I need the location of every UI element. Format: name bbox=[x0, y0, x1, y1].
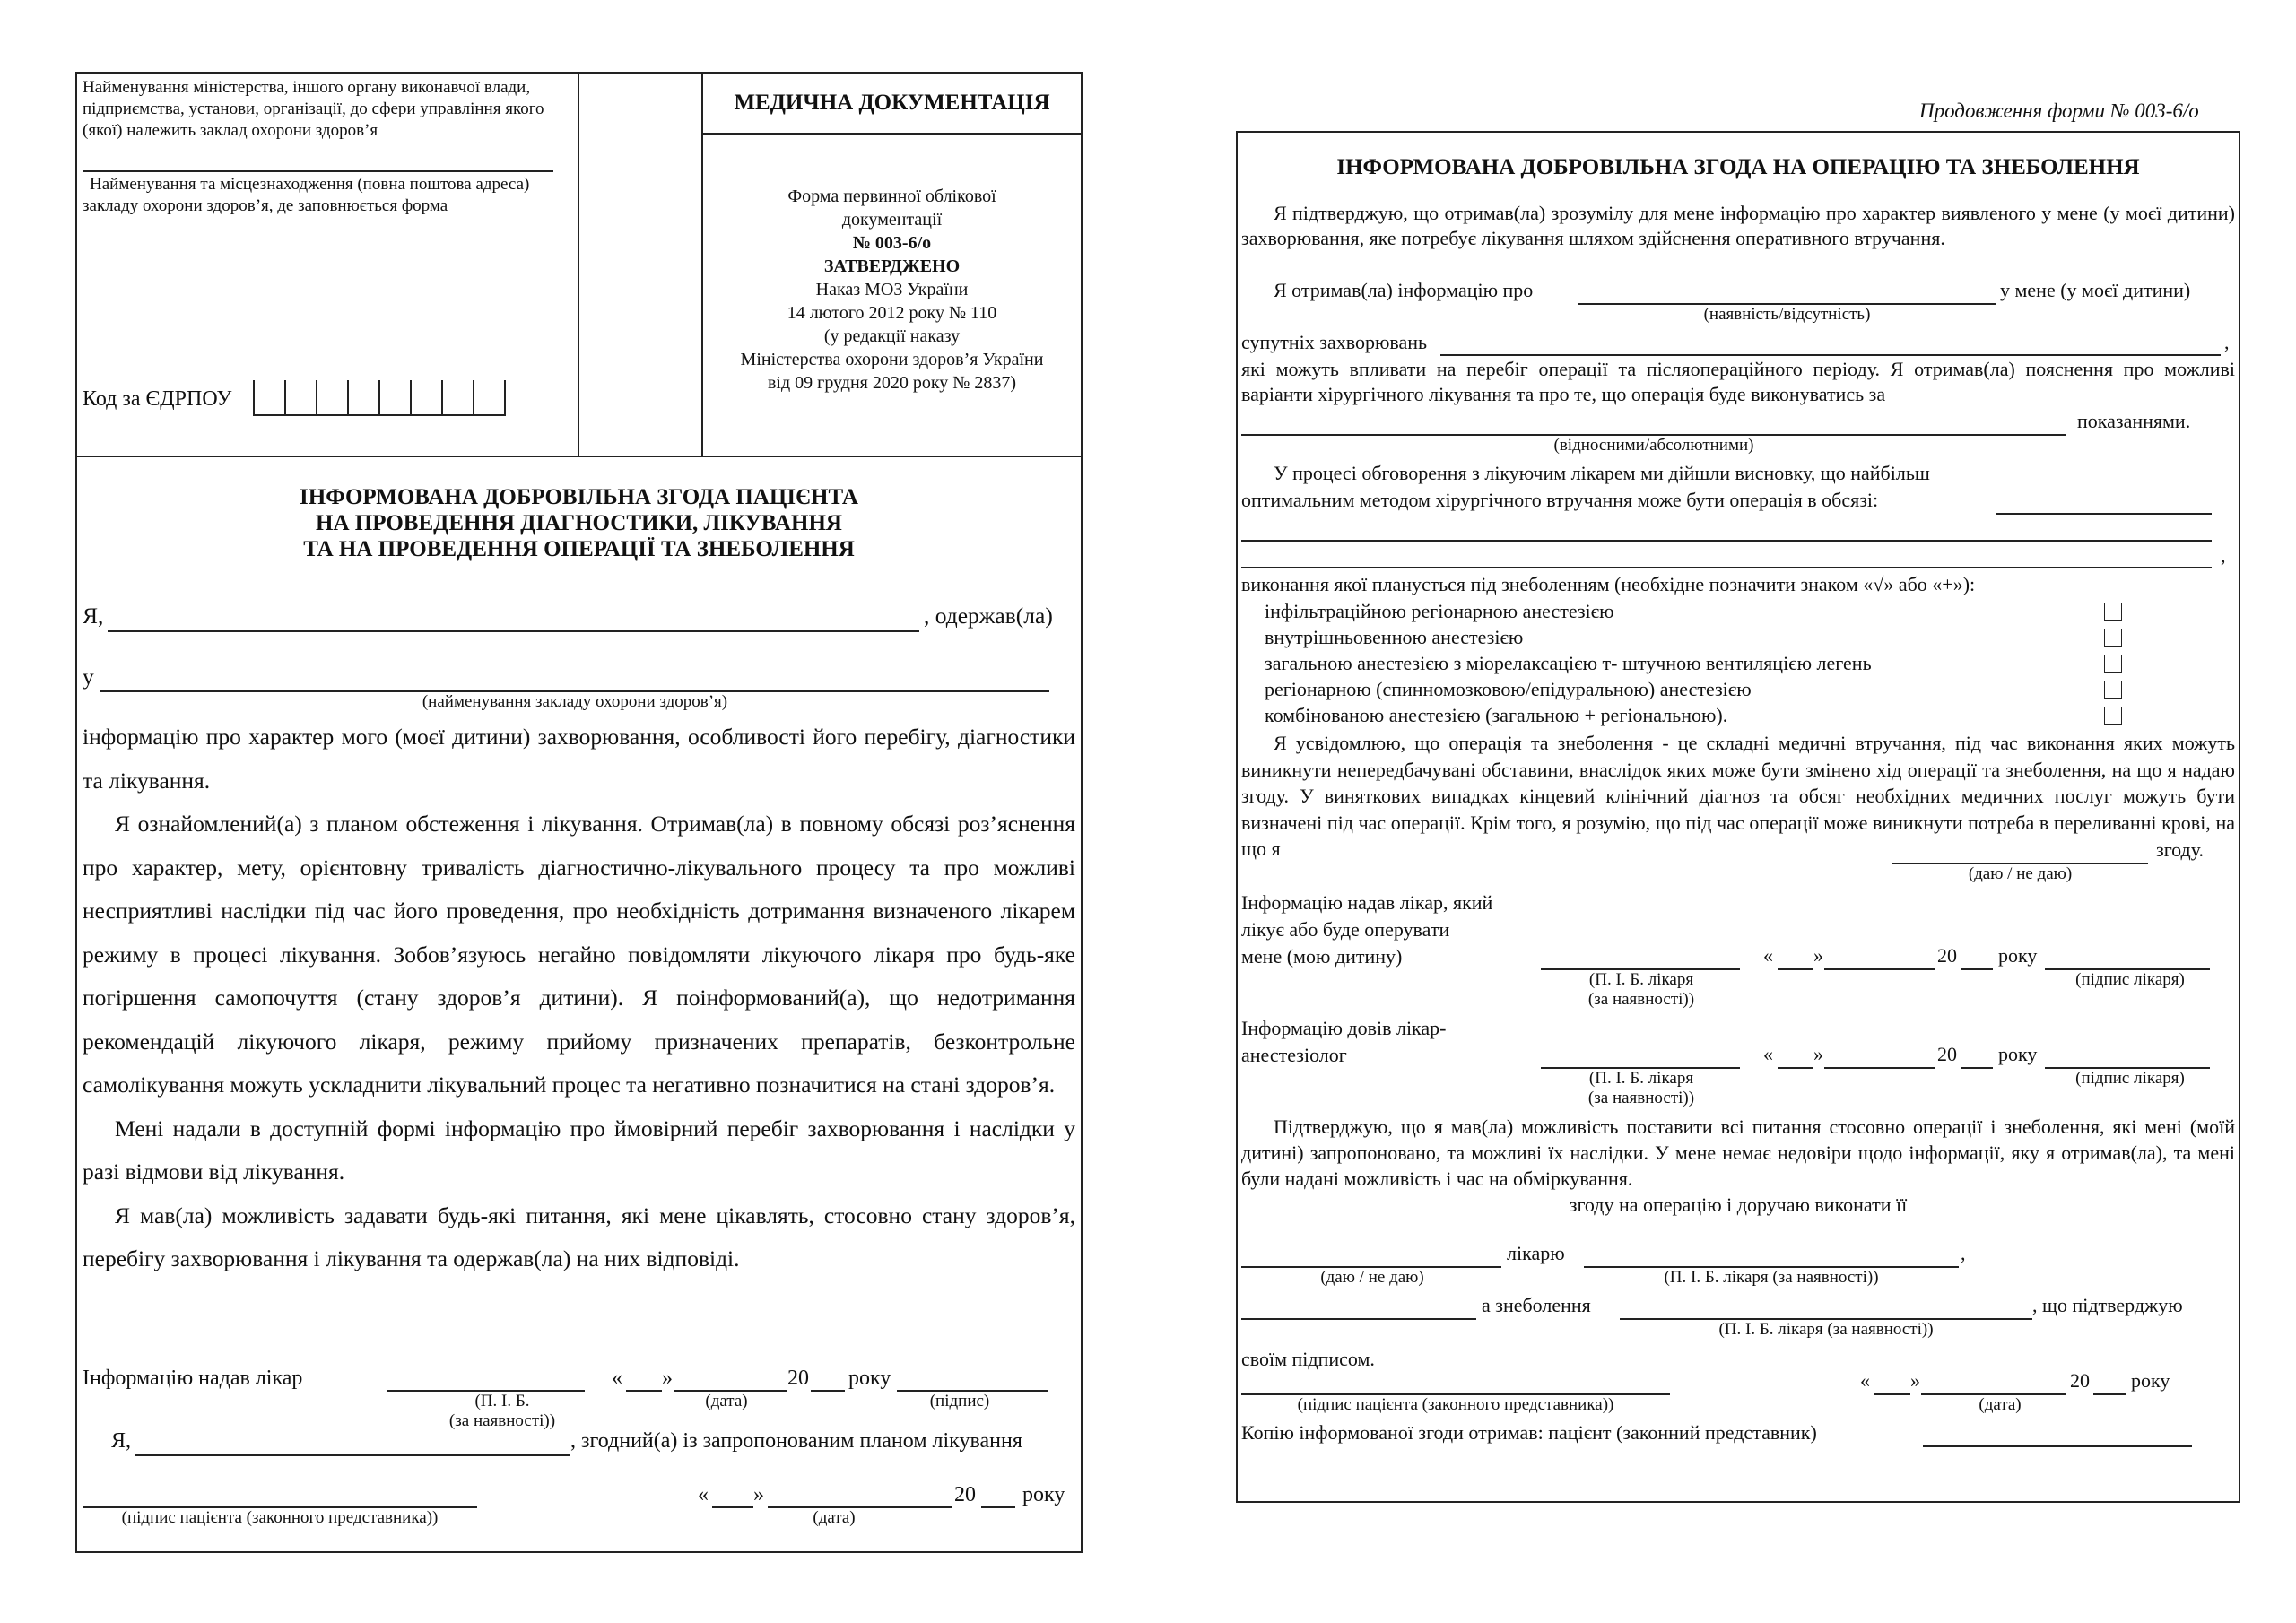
date-caption: (дата) bbox=[1979, 1395, 2022, 1414]
edrpou-cell bbox=[473, 380, 474, 416]
anesthesia-option: інфільтраційною регіонарною анестезією bbox=[1265, 600, 1614, 622]
year-prefix: 20 bbox=[1937, 1043, 1957, 1065]
right-paragraph-1: Я підтверджую, що отримав(ла) зрозумілу для мене інформацію про характер виявленого у мене (у моєї дитини) захворювання, яке потребує лікування шляхом здійснення оперативного втручання. bbox=[1241, 202, 2235, 249]
quote-open: « bbox=[698, 1483, 709, 1506]
doc-pib-caption: (П. І. Б. лікаря bbox=[1588, 1069, 1694, 1088]
right-paragraph-3b: оптимальним методом хірургічного втручання може бути операція в обсязі: bbox=[1241, 489, 1879, 511]
consent-label: згоду. bbox=[2156, 838, 2205, 861]
edrpou-cell bbox=[378, 380, 380, 416]
form-line: (у редакції наказу bbox=[823, 326, 961, 346]
anesthetist-line: Інформацію довів лікар- bbox=[1241, 1017, 1447, 1039]
surgeon-line: Інформацію надав лікар, який bbox=[1241, 891, 1493, 914]
concomitant-label: супутніх захворювань bbox=[1241, 331, 1428, 353]
doc-pib-full-caption: (П. І. Б. лікаря (за наявності)) bbox=[1664, 1268, 1879, 1287]
right-title: ІНФОРМОВАНА ДОБРОВІЛЬНА ЗГОДА НА ОПЕРАЦІЮ ТА ЗНЕБОЛЕННЯ bbox=[1336, 155, 2140, 179]
avail-caption: (за наявності)) bbox=[1587, 1089, 1695, 1107]
year-label: року bbox=[848, 1367, 891, 1390]
and-anesthesia-label: а знеболення bbox=[1482, 1294, 1591, 1316]
quote-open: « bbox=[1860, 1369, 1870, 1392]
consent-operation-label: згоду на операцію і доручаю виконати її bbox=[1569, 1193, 1908, 1216]
month-line[interactable] bbox=[1824, 968, 1935, 970]
in-me-label: у мене (у моєї дитини) bbox=[2000, 279, 2191, 301]
date-caption: (дата) bbox=[705, 1392, 748, 1410]
year-label: року bbox=[2131, 1369, 2170, 1392]
anesthesia-option: загальною анестезією з міорелаксацією т- штучною вентиляцією легень bbox=[1265, 652, 1872, 674]
continuation-label: Продовження форми № 003-6/о bbox=[1919, 100, 2199, 122]
year-line[interactable] bbox=[981, 1506, 1015, 1508]
right-paragraph-4: Я усвідомлюю, що операція та знеболення - це складні медичні втручання, під час виконання яких можуть виникнути непередбачувані обставини, внаслідок яких може бути змінено хід операції та знеболення, на що я надаю згоду. У виняткових випадках кінцевий клінічний діагноз та обсяг необхідних медичних послуг можуть бути визначені під час операції. Крім того, я розумію, що під час операції може виникнути потреба в переливанні крові, на що я bbox=[1241, 732, 2235, 860]
anesthesia-option: внутрішньовенною анестезією bbox=[1265, 626, 1524, 648]
quote-open: « bbox=[1763, 944, 1773, 967]
doc-sign-caption: (підпис лікаря) bbox=[2075, 970, 2185, 989]
form-line: Міністерства охорони здоров’я України bbox=[740, 350, 1044, 369]
left-title-line: НА ПРОВЕДЕННЯ ДІАГНОСТИКИ, ЛІКУВАННЯ bbox=[316, 511, 842, 535]
date-caption: (дата) bbox=[813, 1508, 856, 1527]
quote-close: » bbox=[1813, 1043, 1823, 1065]
left-paragraph: Я мав(ла) можливість задавати будь-які питання, які мене цікавлять, стосовно стану здоров’я, перебігу захворювання і лікування та одержав(ла) на них відповіді. bbox=[83, 1202, 1075, 1271]
patient-name-line-2[interactable] bbox=[135, 1454, 570, 1456]
anesthesia-checkbox[interactable] bbox=[2104, 655, 2122, 673]
edrpou-cell bbox=[504, 380, 506, 416]
ya2-label: Я, bbox=[111, 1429, 132, 1453]
patient-sign-caption: (підпис пацієнта (законного представника)) bbox=[121, 1508, 439, 1527]
year-label: року bbox=[1022, 1483, 1065, 1506]
anesthesia-checkbox[interactable] bbox=[2104, 629, 2122, 647]
relative-caption: (відносними/абсолютними) bbox=[1553, 436, 1754, 455]
anesthesia-option: регіонарною (спинномозковою/епідуральною) анестезією bbox=[1265, 678, 1752, 700]
operation-line-2[interactable] bbox=[1241, 540, 2212, 542]
pib-caption: (П. І. Б. bbox=[474, 1392, 530, 1410]
left-title-line: ІНФОРМОВАНА ДОБРОВІЛЬНА ЗГОДА ПАЦІЄНТА bbox=[300, 485, 858, 509]
form-line: від 09 грудня 2020 року № 2837) bbox=[767, 373, 1017, 393]
edrpou-cell bbox=[441, 380, 443, 416]
ya-label: Я, bbox=[83, 603, 104, 629]
agree-label: , згодний(а) із запропонованим планом лікування bbox=[570, 1429, 1022, 1453]
operation-line-3[interactable] bbox=[1241, 567, 2212, 568]
quote-close: » bbox=[753, 1483, 764, 1506]
signature-label: своїм підписом. bbox=[1241, 1348, 1375, 1370]
got-info-label: Я отримав(ла) інформацію про bbox=[1274, 279, 1534, 301]
concomitant-line[interactable] bbox=[1440, 354, 2221, 356]
day-line[interactable] bbox=[1778, 1067, 1813, 1069]
org-name-label: Найменування міністерства, іншого органу виконавчої влади, підприємства, установи, організації, до сфери управління якого (якої) належить заклад охорони здоров’я bbox=[83, 78, 544, 140]
comma: , bbox=[2224, 331, 2230, 353]
u-label: у bbox=[83, 664, 94, 690]
presence-caption: (наявність/відсутність) bbox=[1703, 305, 1871, 324]
edrpou-cell bbox=[316, 380, 317, 416]
anesth-consent-line[interactable] bbox=[1241, 1318, 1476, 1320]
right-paragraph-3a: У процесі обговорення з лікуючим лікарем ми дійшли висновку, що найбільш bbox=[1274, 462, 1930, 484]
left-paragraph: інформацію про характер мого (моєї дитини) захворювання, особливості його перебігу, діагностики та лікування. bbox=[83, 724, 1075, 794]
form-line: Наказ МОЗ України bbox=[815, 280, 969, 299]
avail-caption: (за наявності)) bbox=[448, 1411, 556, 1430]
form-line: Форма первинної облікової bbox=[787, 187, 996, 206]
doctor-label: лікарю bbox=[1507, 1242, 1565, 1264]
month-line[interactable] bbox=[1824, 1067, 1935, 1069]
anesthesia-option: комбінованою анестезією (загальною + регіональною). bbox=[1265, 704, 1728, 726]
copy-line[interactable] bbox=[1923, 1445, 2192, 1447]
confirm-label: , що підтверджую bbox=[2032, 1294, 2183, 1316]
sign-caption: (підпис) bbox=[929, 1392, 990, 1410]
doc-pib-full-caption: (П. І. Б. лікаря (за наявності)) bbox=[1718, 1320, 1934, 1339]
comma: , bbox=[1961, 1242, 1966, 1264]
left-title bbox=[75, 484, 1083, 562]
anesthesia-intro: виконання якої планується під знеболенням (необхідне позначити знаком «√» або «+»): bbox=[1241, 573, 1976, 595]
surgeon-line: лікує або буде оперувати bbox=[1241, 918, 1450, 941]
left-col-divider-1 bbox=[578, 72, 579, 456]
year-prefix: 20 bbox=[787, 1367, 809, 1390]
doc-sign-caption: (підпис лікаря) bbox=[2075, 1069, 2185, 1088]
avail-caption: (за наявності)) bbox=[1587, 990, 1695, 1009]
day-line[interactable] bbox=[1778, 968, 1813, 970]
surgeon-label bbox=[1241, 890, 1492, 970]
form-number: № 003-6/о bbox=[852, 233, 932, 253]
year-line[interactable] bbox=[2093, 1393, 2126, 1395]
left-title-line: ТА НА ПРОВЕДЕННЯ ОПЕРАЦІЇ ТА ЗНЕБОЛЕННЯ bbox=[303, 537, 855, 561]
form-line: документації bbox=[841, 210, 943, 230]
edrpou-label: Код за ЄДРПОУ bbox=[83, 387, 232, 411]
indications-label: показаннями. bbox=[2077, 410, 2191, 432]
surgeon-line: мене (мою дитину) bbox=[1241, 945, 1403, 968]
quote-close: » bbox=[1813, 944, 1823, 967]
med-doc-divider bbox=[701, 133, 1083, 135]
copy-label: Копію інформованої згоди отримав: пацієнт (законний представник) bbox=[1241, 1421, 1817, 1444]
patient-sign-caption: (підпис пацієнта (законного представника)) bbox=[1297, 1395, 1614, 1414]
day-line[interactable] bbox=[626, 1390, 662, 1392]
day-line[interactable] bbox=[712, 1506, 753, 1508]
left-header-divider bbox=[75, 456, 1083, 457]
quote-close: » bbox=[1910, 1369, 1920, 1392]
day-line[interactable] bbox=[1874, 1393, 1910, 1395]
year-line[interactable] bbox=[1961, 968, 1993, 970]
anesthetist-label bbox=[1241, 1015, 1447, 1069]
edrpou-cell bbox=[410, 380, 412, 416]
quote-open: « bbox=[1763, 1043, 1773, 1065]
year-label: року bbox=[1998, 944, 2038, 967]
right-paragraph-5: Підтверджую, що я мав(ла) можливість поставити всі питання стосовно операції і знеболення, які мені (моїй дитині) запропоновано, та можливі їх наслідки. У мене немає недовіри щодо інформації, яку я отримав(ла), та мені були надані можливість і час на обміркування. bbox=[1241, 1115, 2235, 1190]
quote-open: « bbox=[612, 1367, 622, 1390]
info-doctor-label: Інформацію надав лікар bbox=[83, 1367, 303, 1390]
form-line: 14 лютого 2012 року № 110 bbox=[787, 303, 997, 323]
right-paragraph-2: які можуть впливати на перебіг операції та післяопераційного періоду. Я отримав(ла) пояснення про можливі варіанти хірургічного лікування та про те, що операція буде виконуватись за bbox=[1241, 358, 2235, 405]
year-prefix: 20 bbox=[954, 1483, 976, 1506]
year-line[interactable] bbox=[1961, 1067, 1993, 1069]
org-name-line bbox=[83, 170, 553, 172]
quote-close: » bbox=[662, 1367, 673, 1390]
anesthetist-line: анестезіолог bbox=[1241, 1044, 1347, 1066]
comma: , bbox=[2221, 544, 2226, 567]
edrpou-cell bbox=[347, 380, 349, 416]
give-caption: (даю / не даю) bbox=[1968, 864, 2073, 883]
anesthesia-checkbox[interactable] bbox=[2104, 707, 2122, 725]
edrpou-cell bbox=[253, 380, 255, 416]
doc-pib-caption: (П. І. Б. лікаря bbox=[1588, 970, 1694, 989]
year-line[interactable] bbox=[811, 1390, 845, 1392]
year-prefix: 20 bbox=[1937, 944, 1957, 967]
address-label: Найменування та місцезнаходження (повна поштова адреса) закладу охорони здоров’я, де заповнюється форма bbox=[83, 175, 530, 215]
form-approval-block bbox=[701, 185, 1083, 395]
received-label: , одержав(ла) bbox=[924, 603, 1053, 629]
left-paragraph: Я ознайомлений(а) з планом обстеження і лікування. Отримав(ла) в повному обсязі роз’яснення про характер, мету, орієнтовну тривалість діагностично-лікувального процесу та про можливі несприятливі наслідки під час його проведення, про необхідність дотримання визначеного лікарем режиму в процесі лікування. Зобов’язуюсь негайно повідомляти лікуючого лікаря про будь-яке погіршення самопочуття (стану здоров’я дитини). Я поінформований(а), що недотримання рекомендацій лікуючого лікаря, режиму прийому призначених препаратів, безконтрольне самолікування можуть ускладнити лікувальний процес та негативно позначитися на стані здоров’я. bbox=[83, 811, 1075, 1098]
left-paragraph: Мені надали в доступній формі інформацію про ймовірний перебіг захворювання і наслідки у разі відмови від лікування. bbox=[83, 1115, 1075, 1185]
edrpou-cell bbox=[284, 380, 286, 416]
operation-line-1[interactable] bbox=[1996, 513, 2212, 515]
give-caption: (даю / не даю) bbox=[1320, 1268, 1424, 1287]
medical-documentation-heading: МЕДИЧНА ДОКУМЕНТАЦІЯ bbox=[734, 91, 1050, 115]
facility-caption: (найменування закладу охорони здоров’я) bbox=[422, 692, 728, 711]
year-label: року bbox=[1998, 1043, 2038, 1065]
patient-name-line[interactable] bbox=[108, 630, 919, 632]
left-body bbox=[83, 716, 1075, 1281]
approved-label: ЗАТВЕРДЖЕНО bbox=[823, 256, 961, 276]
anesthesia-checkbox[interactable] bbox=[2104, 681, 2122, 699]
anesthesia-checkbox[interactable] bbox=[2104, 603, 2122, 621]
year-prefix: 20 bbox=[2070, 1369, 2090, 1392]
